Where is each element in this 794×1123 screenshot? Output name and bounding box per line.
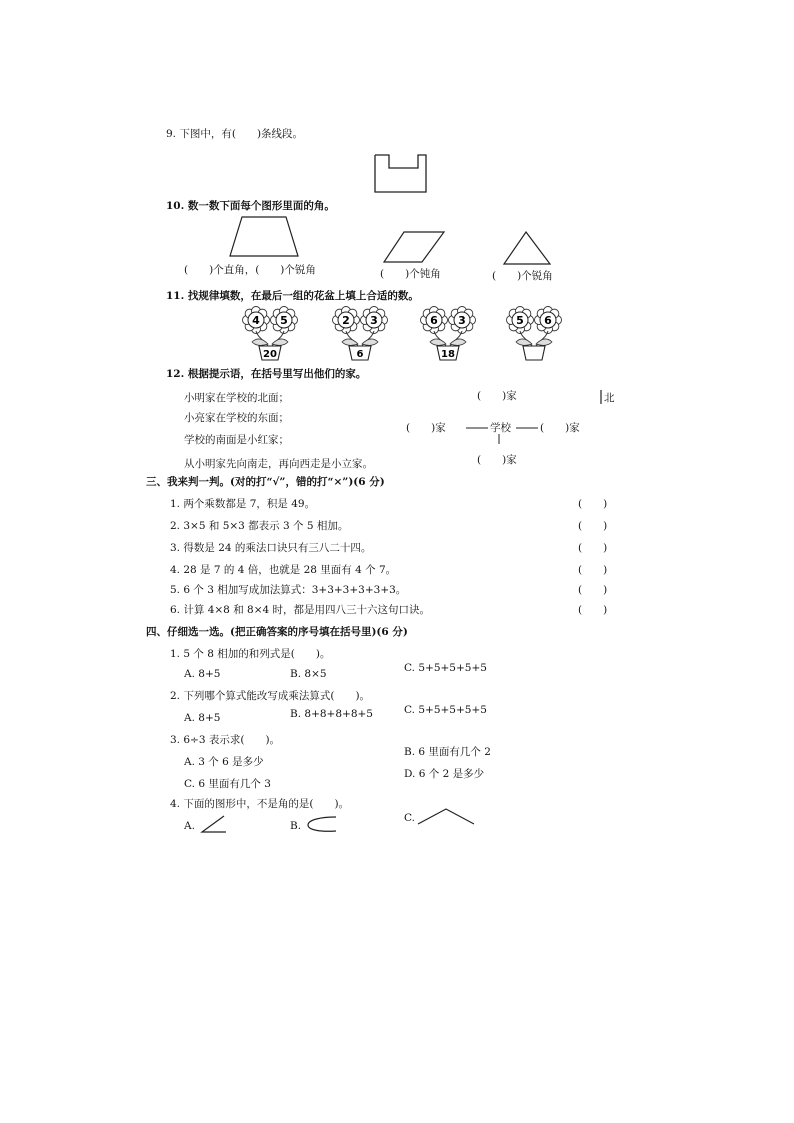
- judge-item: 3. 得数是 24 的乘法口诀只有三八二十四。: [170, 542, 372, 554]
- judge-item: 4. 28 是 7 的 4 倍，也就是 28 里面有 4 个 7。: [170, 564, 397, 576]
- pot: [523, 346, 545, 360]
- choice-q3: 3. 6÷3 表示求( )。: [170, 734, 281, 746]
- right-home-blank: ( )家: [540, 422, 580, 434]
- q9-figure: [372, 152, 432, 196]
- choice-q3-d: D. 6 个 2 是多少: [404, 768, 485, 780]
- left-flower-number: 5: [516, 314, 524, 327]
- section3-title: 三、我来判一判。(对的打“√”，错的打“×”)(6 分): [146, 476, 385, 488]
- flower-pot-group: [504, 304, 564, 362]
- choice-q4-c: C.: [404, 812, 415, 824]
- leaves: [342, 339, 378, 345]
- section4-title: 四、仔细选一选。(把正确答案的序号填在括号里)(6 分): [146, 626, 408, 638]
- choice-q2: 2. 下列哪个算式能改写成乘法算式( )。: [170, 690, 371, 702]
- answer-blank[interactable]: ( ): [578, 584, 608, 596]
- leaves: [252, 339, 288, 345]
- angle-c-figure: [416, 806, 476, 828]
- right-connector: [516, 426, 540, 430]
- left-home-blank: ( )家: [406, 422, 446, 434]
- north-label: 北: [604, 392, 615, 404]
- answer-blank[interactable]: ( ): [578, 604, 608, 616]
- choice-q1-a: A. 8+5: [184, 668, 221, 680]
- choice-q2-a: A. 8+5: [184, 712, 221, 724]
- choice-q4-a: A.: [184, 820, 195, 832]
- leaves: [516, 339, 552, 345]
- parallelogram-figure: [382, 230, 446, 264]
- q10-parallelogram-label: ( )个钝角: [380, 268, 441, 280]
- q12-hint: 从小明家先向南走，再向西走是小立家。: [184, 458, 373, 470]
- right-flower-number: 6: [544, 314, 552, 327]
- curve-b-figure: [302, 814, 340, 834]
- pot-number: 6: [356, 349, 364, 360]
- judge-item: 1. 两个乘数都是 7，积是 49。: [170, 498, 316, 510]
- choice-q4-b: B.: [290, 820, 302, 832]
- left-flower-number: 4: [252, 314, 260, 327]
- choice-q2-c: C. 5+5+5+5+5: [404, 704, 487, 716]
- answer-blank[interactable]: ( ): [578, 542, 608, 554]
- triangle-figure: [502, 230, 552, 266]
- judge-item: 2. 3×5 和 5×3 都表示 3 个 5 相加。: [170, 520, 349, 532]
- right-flower-number: 3: [370, 314, 378, 327]
- choice-q3-c: C. 6 里面有几个 3: [184, 778, 271, 790]
- trapezoid-figure: [228, 214, 300, 260]
- pot-number: 18: [441, 349, 455, 360]
- q12-text: 12. 根据提示语，在括号里写出他们的家。: [166, 368, 367, 380]
- q12-hint: 小亮家在学校的东面；: [184, 412, 289, 424]
- choice-q1: 1. 5 个 8 相加的和列式是( )。: [170, 648, 331, 660]
- judge-item: 5. 6 个 3 相加写成加法算式：3+3+3+3+3+3。: [170, 584, 407, 596]
- q10-trapezoid-label: ( )个直角，( )个锐角: [184, 264, 316, 276]
- top-home-blank: ( )家: [477, 390, 517, 402]
- left-flower-number: 6: [430, 314, 438, 327]
- q11-text: 11. 找规律填数，在最后一组的花盆上填上合适的数。: [166, 290, 419, 302]
- bottom-home-blank: ( )家: [477, 454, 517, 466]
- q10-text: 10. 数一数下面每个图形里面的角。: [166, 200, 335, 212]
- right-flower-number: 5: [280, 314, 288, 327]
- choice-q3-a: A. 3 个 6 是多少: [184, 756, 264, 768]
- flower-pot-group: [418, 304, 478, 362]
- flower-pot-group: [240, 304, 300, 362]
- q9-text: 9. 下图中，有( )条线段。: [166, 128, 304, 140]
- judge-item: 6. 计算 4×8 和 8×4 时，都是用四八三十六这句口诀。: [170, 604, 431, 616]
- answer-blank[interactable]: ( ): [578, 520, 608, 532]
- q12-hint: 学校的南面是小红家；: [184, 434, 289, 446]
- q12-hint: 小明家在学校的北面；: [184, 392, 289, 404]
- right-flower-number: 3: [458, 314, 466, 327]
- choice-q1-b: B. 8×5: [290, 668, 327, 680]
- angle-a-figure: [198, 814, 228, 834]
- left-connector: [466, 426, 490, 430]
- answer-blank[interactable]: ( ): [578, 498, 608, 510]
- leaves: [430, 339, 466, 345]
- flower-pot-group: [330, 304, 390, 362]
- q10-triangle-label: ( )个锐角: [492, 270, 553, 282]
- pot-number: 20: [263, 349, 277, 360]
- choice-q2-b: B. 8+8+8+8+5: [290, 708, 373, 720]
- school-label: 学校: [490, 422, 511, 434]
- choice-q1-c: C. 5+5+5+5+5: [404, 662, 487, 674]
- choice-q4: 4. 下面的图形中，不是角的是( )。: [170, 798, 350, 810]
- south-connector: [497, 434, 501, 446]
- answer-blank[interactable]: ( ): [578, 564, 608, 576]
- choice-q3-b: B. 6 里面有几个 2: [404, 746, 491, 758]
- left-flower-number: 2: [342, 314, 350, 327]
